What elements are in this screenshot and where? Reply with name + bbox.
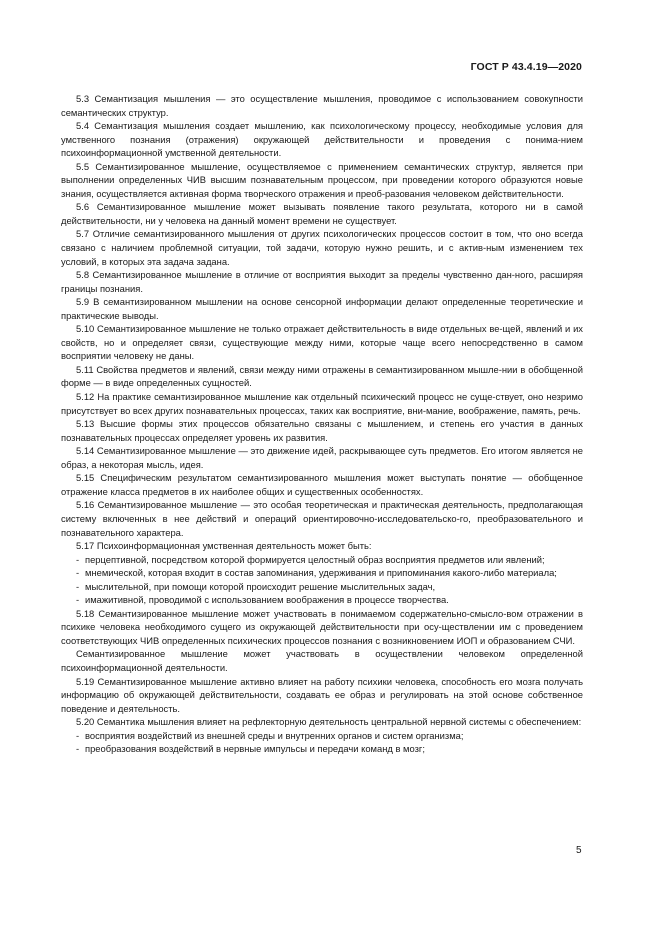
bullet-marker: -: [76, 594, 80, 606]
bullet-marker: -: [76, 729, 80, 741]
paragraph: 5.19 Семантизированное мышление активно влияет на работу психики человека, способность его мозга получать информацию об окружающей действительности, создавать ее образ и регулировать на этой основе собственное поведение и деятельность.: [61, 675, 583, 714]
list-item-text: перцептивной, посредством которой формируется целостный образ восприятия предметов или явлений;: [85, 553, 545, 565]
bullet-marker: -: [76, 567, 80, 579]
bullet-marker: -: [76, 580, 80, 592]
paragraph: 5.7 Отличие семантизированного мышления от других психологических процессов состоит в том, что оно всегда связано с наличием проблемной ситуации, той задачи, которую нужно решить, и с актив-ным изменением тех условий, в которых эта задача задана.: [61, 228, 583, 267]
list-item: [61, 566, 583, 580]
paragraph: 5.18 Семантизированное мышление может участвовать в понимаемом содержательно-смысло-вом отражении в психике человека необходимого сущего из окружающей действительности при осу-ществлении им с проведением соответствующих ЧИВ определенных психических процессов познания с возникновением ИОП и образованием СЧИ.: [61, 607, 583, 646]
list-item: [61, 729, 583, 743]
bullet-marker: -: [76, 743, 80, 755]
paragraph: 5.17 Психоинформационная умственная деятельность может быть:: [76, 540, 372, 552]
document-body: [61, 92, 583, 756]
list-item-text: имажитивной, проводимой с использованием воображения в процессе творчества.: [85, 594, 449, 606]
paragraph: 5.11 Свойства предметов и явлений, связи между ними отражены в семантизированном мышле-нии в обобщенной форме — в виде определенных сущностей.: [61, 363, 583, 389]
list-item-text: преобразования воздействий в нервные импульсы и передачи команд в мозг;: [85, 743, 425, 755]
paragraph: 5.3 Семантизация мышления — это осуществление мышления, проводимое с использованием совокупности семантических структур.: [61, 93, 583, 118]
paragraph: Семантизированное мышление может участвовать в осуществлении человеком определенной психоинформационной деятельности.: [61, 648, 583, 673]
bullet-marker: -: [76, 553, 80, 565]
list-item: [61, 593, 583, 607]
list-item-text: мнемической, которая входит в состав запоминания, удерживания и припоминания какого-либо материала;: [85, 567, 557, 579]
paragraph: 5.10 Семантизированное мышление не только отражает действительность в виде отдельных ве-щей, явлений и их свойств, но и определяет связи, существующие между ними, которые чаще всего непосредственно в самом восприятии человеку не даны.: [61, 323, 583, 362]
document-code: ГОСТ Р 43.4.19—2020: [470, 61, 582, 73]
paragraph: 5.6 Семантизированное мышление может вызывать появление такого результата, которого ни в самой действительности, ни у человека на данный момент времени не существует.: [61, 201, 583, 226]
list-item: [61, 742, 583, 756]
list-item: [61, 553, 583, 567]
paragraph: 5.16 Семантизированное мышление — это особая теоретическая и практическая деятельность, предполагающая систему включенных в нее действий и операций ориентировочно-исследовательско-го, преобразовательного и познавательного характера.: [61, 499, 583, 538]
paragraph: 5.12 На практике семантизированное мышление как отдельный психический процесс не суще-ствует, оно незримо присутствует во всех других познавательных процессах, таких как восприятие, вни-мание, воображение, память, речь.: [61, 391, 583, 416]
paragraph: 5.8 Семантизированное мышление в отличие от восприятия выходит за пределы чувственно дан-ного, расширяя границы познания.: [61, 269, 583, 294]
list-item-text: восприятия воздействий из внешней среды и внутренних органов и систем организма;: [85, 729, 464, 741]
paragraph: 5.13 Высшие формы этих процессов обязательно связаны с мышлением, и степень его участия в данных познавательных процессах определяет уровень их развития.: [61, 418, 583, 443]
list-item-text: мыслительной, при помощи которой происходит решение мыслительных задач,: [85, 580, 436, 592]
paragraph: 5.4 Семантизация мышления создает мышлению, как психологическому процессу, необходимые условия для умственного познания (отражения) окружающей действительности и проведения с понима-нием психоинформационной умственной деятельности.: [61, 120, 583, 159]
paragraph: 5.5 Семантизированное мышление, осуществляемое с применением семантических структур, является при выполнении определенных ЧИВ высшим познавательным процессом, при проведении которого образуются новые знания, осуществляется активная форма творческого отражения и преоб-разования человеком действительности.: [61, 160, 583, 199]
paragraph: 5.14 Семантизированное мышление — это движение идей, раскрывающее суть предметов. Его итогом является не образ, а некоторая мысль, идея.: [61, 445, 583, 470]
paragraph: 5.15 Специфическим результатом семантизированного мышления может выступать понятие — обобщенное отражение класса предметов в их наиболее общих и существенных особенностях.: [61, 472, 583, 497]
page-number: 5: [576, 845, 582, 856]
paragraph: 5.9 В семантизированном мышлении на основе сенсорной информации делают определенные теоретические и практические выводы.: [61, 296, 583, 321]
list-item: [61, 580, 583, 594]
paragraph: 5.20 Семантика мышления влияет на рефлекторную деятельность центральной нервной системы с обеспечением:: [76, 716, 582, 728]
